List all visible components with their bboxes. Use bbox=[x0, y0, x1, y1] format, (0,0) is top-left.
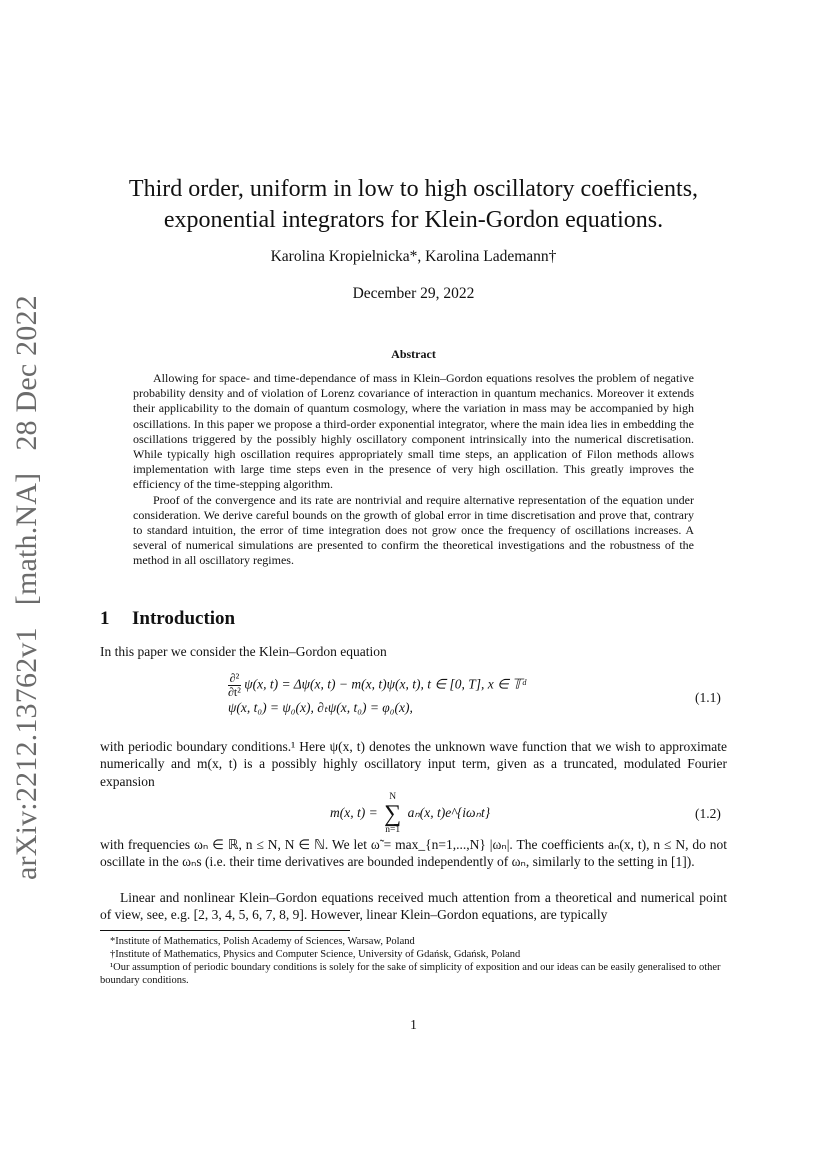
section-title: Introduction bbox=[132, 608, 236, 629]
page-number: 1 bbox=[410, 1017, 417, 1032]
arxiv-category: [math.NA] bbox=[10, 472, 43, 606]
sum-sign: ∑ bbox=[384, 801, 402, 827]
abstract-heading: Abstract bbox=[391, 347, 436, 361]
equation-1-1-number: (1.1) bbox=[695, 690, 721, 705]
fraction-numerator: ∂² bbox=[229, 671, 240, 685]
intro-paragraph-4: Linear and nonlinear Klein–Gordon equations received much attention from a theoretical and numerical point of view, see, e.g. [2, 3, 4, 5, 6, 7, 8, 9]. However, linear Klein–Gordon equations, are typically bbox=[100, 890, 727, 923]
equation-1-1-line-1-text: ψ(x, t) = Δψ(x, t) − m(x, t)ψ(x, t), t ∈ [0, T], x ∈ 𝕋ᵈ bbox=[244, 676, 527, 692]
footnote-3: ¹Our assumption of periodic boundary conditions is solely for the sake of simplicity of exposition and our ideas can be easily generalised to other boundary conditions. bbox=[100, 962, 721, 987]
title-line-1: Third order, uniform in low to high oscillatory coefficients, bbox=[128, 176, 699, 202]
equation-1-1-line-2-text: ψ(x, t₀) = ψ₀(x), ∂ₜψ(x, t₀) = φ₀(x), bbox=[228, 700, 413, 715]
section-heading bbox=[100, 608, 235, 630]
arxiv-identifier bbox=[10, 273, 44, 880]
equation-1-2-rhs: aₙ(x, t)e^{iωₙt} bbox=[407, 805, 491, 821]
footnote-2: †Institute of Mathematics, Physics and Computer Science, University of Gdańsk, Gdańsk, Poland bbox=[110, 949, 521, 960]
title-line-2: exponential integrators for Klein-Gordon equations. bbox=[163, 207, 664, 233]
sum-upper-limit: N bbox=[389, 792, 397, 802]
summation bbox=[384, 792, 401, 836]
intro-paragraph-1: In this paper we consider the Klein–Gordon equation bbox=[100, 644, 387, 659]
paper-title bbox=[100, 174, 727, 236]
paper-date: December 29, 2022 bbox=[352, 285, 475, 302]
abstract-paragraph-1: Allowing for space- and time-dependance of mass in Klein–Gordon equations resolves the problem of negative probability density and of violation of Lorenz covariance of interaction in quantum mechanics. Moreover it extends their applicability to the domain of quantum cosmology, where the variation in mass may be accompanied by high oscillations. In this paper we propose a third-order exponential integrator, where the main idea lies in embedding the oscillations triggered by the possibly highly oscillatory component intrinsically into the numerical discretisation. While typically high oscillation requires appropriately small time steps, an application of Filon methods allows implementation with large time steps even in the presence of very high oscillation. This greatly improves the efficiency of the time-stepping algorithm. bbox=[133, 371, 694, 492]
abstract bbox=[133, 371, 694, 569]
equation-1-1-line-2 bbox=[228, 700, 728, 720]
intro-paragraph-2: with periodic boundary conditions.¹ Here ψ(x, t) denotes the unknown wave function that we wish to approximate numerically and m(x, t) is a possibly highly oscillatory input term, given as a truncated, modulated Fourier expansion bbox=[100, 739, 727, 789]
section-number: 1 bbox=[100, 608, 110, 629]
equation-1-1 bbox=[228, 672, 728, 720]
arxiv-id: arXiv:2212.13762v1 bbox=[10, 627, 43, 880]
second-derivative-fraction bbox=[228, 672, 241, 699]
equation-1-2 bbox=[330, 792, 490, 836]
fraction-denominator: ∂t² bbox=[228, 685, 241, 699]
arxiv-date: 28 Dec 2022 bbox=[10, 295, 43, 451]
footnote-1: *Institute of Mathematics, Polish Academy of Sciences, Warsaw, Poland bbox=[110, 936, 415, 947]
abstract-paragraph-2: Proof of the convergence and its rate are nontrivial and require alternative representation of the equation under consideration. We derive careful bounds on the growth of global error in time discretisation and prove that, contrary to standard intuition, the error of time integration does not grow once the frequency of oscillations increases. A several of numerical simulations are presented to confirm the theoretical investigations and the robustness of the method in all oscillatory regimes. bbox=[133, 492, 694, 568]
authors: Karolina Kropielnicka*, Karolina Lademann† bbox=[270, 248, 557, 265]
footnote-rule bbox=[100, 930, 350, 931]
intro-paragraph-3: with frequencies ωₙ ∈ ℝ, n ≤ N, N ∈ ℕ. We let ω̃ = max_{n=1,...,N} |ωₙ|. The coefficients aₙ(x, t), n ≤ N, do not oscillate in the ωₙs (i.e. their time derivatives are bounded independently of ωₙ, similarly to the setting in [1]). bbox=[100, 837, 727, 870]
equation-1-2-number: (1.2) bbox=[695, 806, 721, 821]
equation-1-2-lhs: m(x, t) = bbox=[330, 805, 378, 821]
equation-1-1-line-1 bbox=[228, 672, 728, 700]
sum-lower-limit: n=1 bbox=[385, 825, 401, 835]
